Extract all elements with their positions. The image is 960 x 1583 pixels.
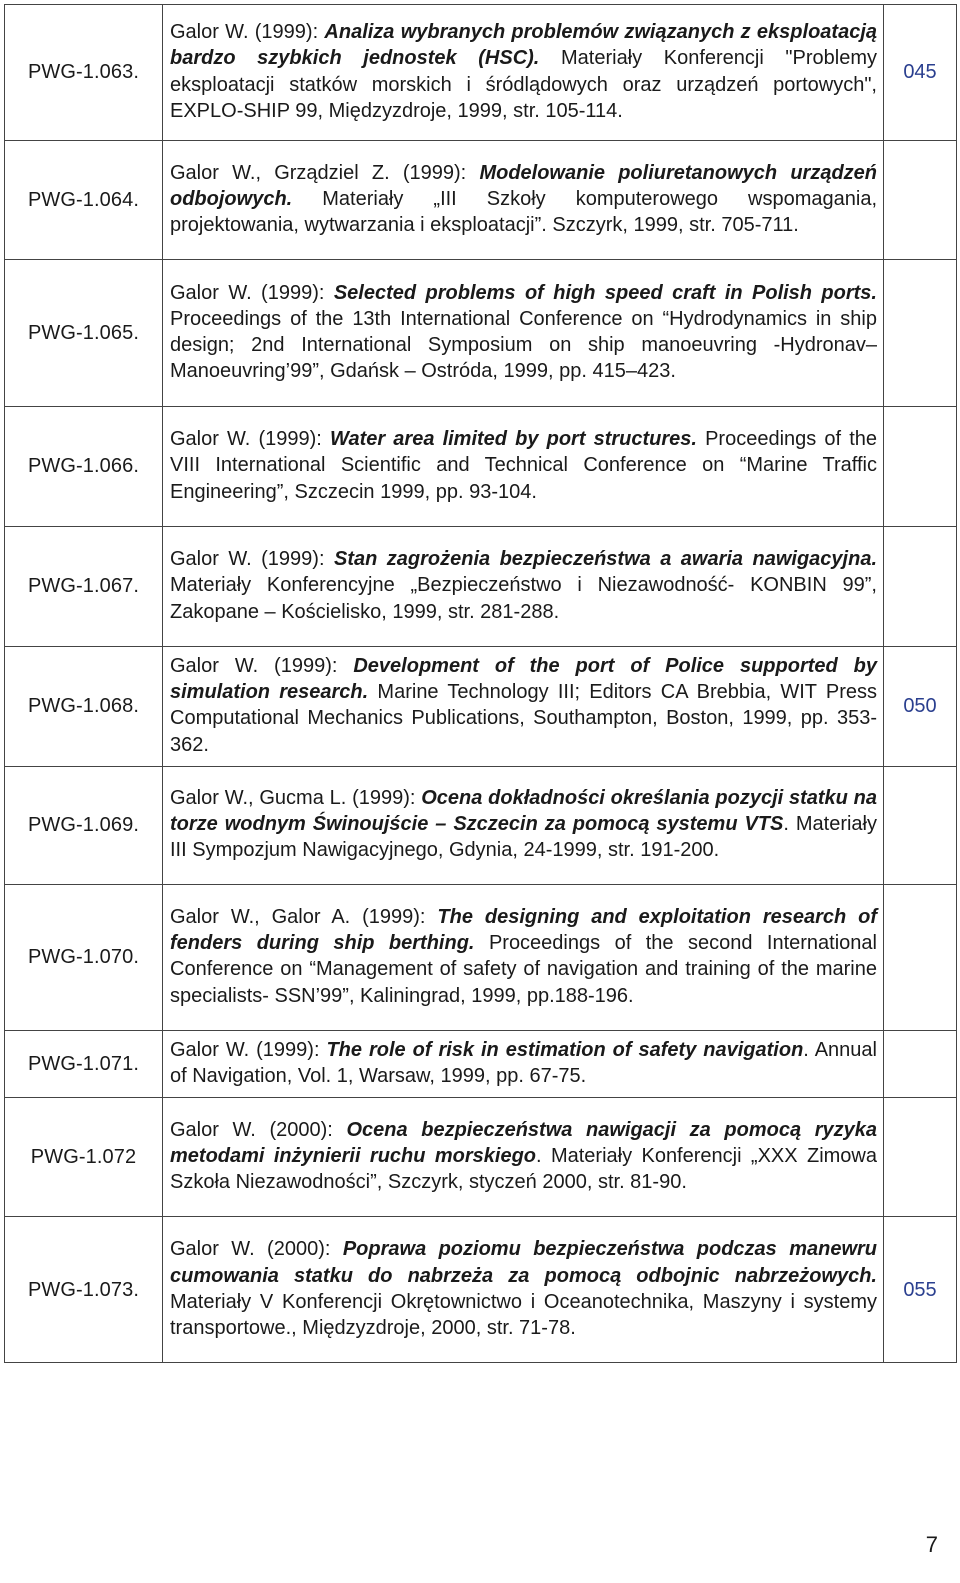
reference-entry — [163, 407, 884, 527]
reference-id: PWG-1.071. — [5, 1030, 163, 1097]
reference-title: Development of the port of Police supported by simulation research. — [170, 655, 877, 704]
reference-entry — [163, 766, 884, 884]
reference-author: Galor W., Grządziel Z. (1999): — [170, 161, 480, 184]
page-ref — [884, 1098, 957, 1217]
reference-id: PWG-1.064. — [5, 141, 163, 260]
reference-entry — [163, 647, 884, 767]
reference-id: PWG-1.066. — [5, 407, 163, 527]
reference-author: Galor W., Galor A. (1999): — [170, 905, 438, 928]
reference-details: Proceedings of the second International Conference on “Management of safety of navigation and training of the marine specialists- SSN’99”, Kaliningrad, 1999, pp.188-196. — [170, 932, 877, 1007]
page-ref — [884, 260, 957, 407]
reference-author: Galor W., Gucma L. (1999): — [170, 787, 422, 809]
reference-title: Ocena bezpieczeństwa nawigacji za pomocą ryzyka metodami inżynierii ruchu morskiego — [170, 1118, 877, 1168]
reference-title: The role of risk in estimation of safety navigation — [326, 1038, 804, 1061]
table-row — [5, 527, 957, 647]
reference-author: Galor W. (1999): — [170, 548, 334, 571]
table-row — [5, 5, 957, 141]
reference-id: PWG-1.072 — [5, 1098, 163, 1217]
page-ref — [884, 884, 957, 1030]
reference-id: PWG-1.063. — [5, 5, 163, 141]
reference-author: Galor W. (1999): — [170, 1038, 327, 1061]
reference-details: Materiały Konferencyjne „Bezpieczeństwo i Niezawodność- KONBIN 99”, Zakopane – Kościelisko, 1999, str. 281-288. — [170, 574, 877, 623]
reference-id: PWG-1.073. — [5, 1217, 163, 1363]
reference-details: Proceedings of the VIII International Scientific and Technical Conference on “Marine Traffic Engineering”, Szczecin 1999, pp. 93-104. — [170, 428, 877, 503]
reference-entry — [163, 884, 884, 1030]
table-row — [5, 647, 957, 767]
reference-entry — [163, 1098, 884, 1217]
reference-entry — [163, 141, 884, 260]
reference-details: Materiały Konferencji "Problemy eksploatacji statków morskich i śródlądowych oraz urządzeń portowych", EXPLO-SHIP 99, Międzyzdroje, 1999, str. 105-114. — [170, 47, 878, 122]
table-row — [5, 884, 957, 1030]
reference-author: Galor W. (2000): — [170, 1238, 343, 1261]
page-ref: 045 — [884, 5, 957, 141]
reference-entry — [163, 1030, 884, 1097]
page-ref — [884, 1030, 957, 1097]
reference-id: PWG-1.070. — [5, 884, 163, 1030]
reference-author: Galor W. (1999): — [170, 655, 354, 677]
table-row — [5, 766, 957, 884]
page-ref: 050 — [884, 647, 957, 767]
table-row — [5, 1030, 957, 1097]
publications-table — [4, 4, 957, 1363]
table-row — [5, 1217, 957, 1363]
page-ref — [884, 766, 957, 884]
reference-details: Materiały V Konferencji Okrętownictwo i Oceanotechnika, Maszyny i systemy transportowe., Międzyzdroje, 2000, str. 71-78. — [170, 1290, 877, 1339]
reference-author: Galor W. (2000): — [170, 1118, 347, 1141]
page-number: 7 — [925, 1532, 938, 1557]
reference-author: Galor W. (1999): — [170, 21, 325, 44]
reference-details: Marine Technology III; Editors CA Brebbia, WIT Press Computational Mechanics Publications, Southampton, Boston, 1999, pp. 353-362. — [170, 681, 877, 756]
reference-id: PWG-1.067. — [5, 527, 163, 647]
reference-author: Galor W. (1999): — [170, 428, 330, 451]
reference-title: Selected problems of high speed craft in Polish ports. — [333, 281, 877, 304]
reference-title: Stan zagrożenia bezpieczeństwa a awaria nawigacyjna. — [333, 548, 878, 571]
reference-details: Materiały „III Szkoły komputerowego wspomagania, projektowania, wytwarzania i eksploatacji”. Szczyrk, 1999, str. 705-711. — [170, 187, 877, 237]
reference-id: PWG-1.065. — [5, 260, 163, 407]
table-row — [5, 1098, 957, 1217]
reference-details: . Annual of Navigation, Vol. 1, Warsaw, 1999, pp. 67-75. — [170, 1038, 877, 1088]
page-ref — [884, 527, 957, 647]
reference-title: The designing and exploitation research of fenders during ship berthing. — [170, 905, 877, 955]
reference-details: Proceedings of the 13th International Conference on “Hydrodynamics in ship design; 2nd International Symposium on ship manoeuvring -Hydronav– Manoeuvring’99”, Gdańsk – Ostróda, 1999, pp. 415–423. — [170, 307, 877, 383]
reference-title: Modelowanie poliuretanowych urządzeń odbojowych. — [170, 161, 877, 210]
page-ref — [884, 407, 957, 527]
reference-entry — [163, 1217, 884, 1363]
reference-entry — [163, 5, 884, 141]
reference-entry — [163, 260, 884, 407]
page-ref: 055 — [884, 1217, 957, 1363]
reference-id: PWG-1.068. — [5, 647, 163, 767]
reference-title: Poprawa poziomu bezpieczeństwa podczas manewru cumowania statku do nabrzeża za pomocą odbojnic nabrzeżowych. — [170, 1238, 877, 1287]
table-row — [5, 141, 957, 260]
reference-details: . Materiały III Sympozjum Nawigacyjnego, Gdynia, 24-1999, str. 191-200. — [170, 813, 877, 862]
page-ref — [884, 141, 957, 260]
reference-entry — [163, 527, 884, 647]
reference-details: . Materiały Konferencji „XXX Zimowa Szkoła Niezawodności”, Szczyrk, styczeń 2000, str. 81-90. — [170, 1145, 877, 1194]
table-row — [5, 260, 957, 407]
table-row — [5, 407, 957, 527]
reference-id: PWG-1.069. — [5, 766, 163, 884]
reference-author: Galor W. (1999): — [170, 281, 334, 304]
reference-title: Analiza wybranych problemów związanych z eksploatacją bardzo szybkich jednostek (HSC). — [170, 21, 878, 70]
reference-title: Ocena dokładności określania pozycji statku na torze wodnym Świnoujście – Szczecin za pomocą systemu VTS — [170, 787, 877, 836]
reference-title: Water area limited by port structures. — [329, 428, 697, 451]
